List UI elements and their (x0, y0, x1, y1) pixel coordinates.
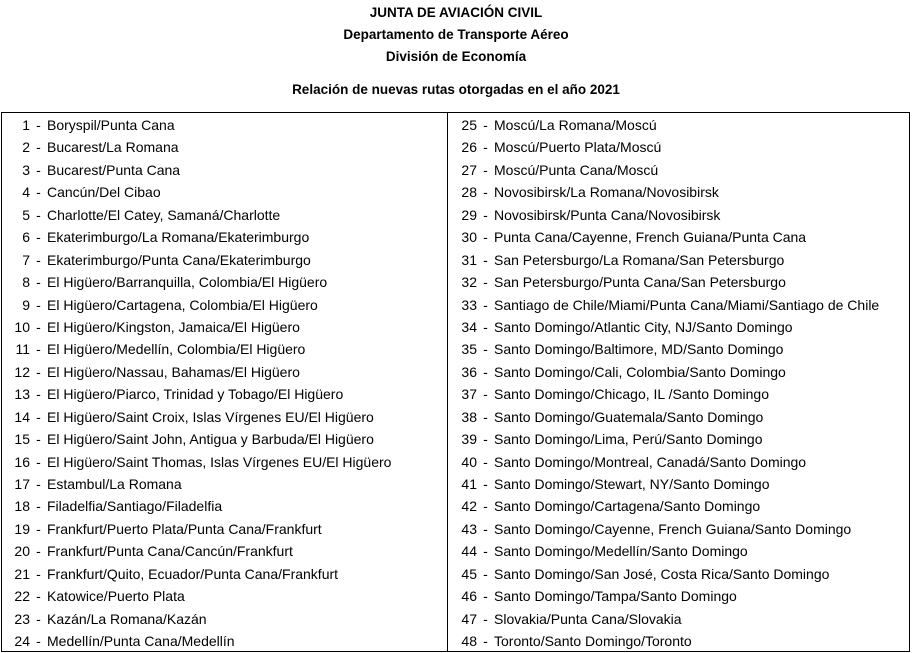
route-number: 30 (461, 229, 477, 246)
route-row (448, 428, 909, 450)
route-number: 21 (14, 565, 30, 582)
route-number: 34 (461, 318, 477, 335)
division-name: División de Economía (385, 49, 527, 64)
route-separator: - (36, 565, 41, 582)
route-row (448, 249, 909, 271)
route-separator: - (483, 543, 488, 560)
route-number: 3 (22, 161, 30, 178)
route-name: Estambul/La Romana (47, 476, 182, 492)
route-row (448, 181, 909, 203)
route-number: 10 (14, 318, 30, 335)
route-name: Boryspil/Punta Cana (47, 117, 175, 133)
route-separator: - (483, 229, 488, 246)
route-row (2, 383, 447, 405)
route-row (448, 361, 909, 383)
route-number: 36 (461, 363, 477, 380)
route-separator: - (483, 139, 488, 156)
route-name: Bucarest/La Romana (47, 139, 179, 156)
route-separator: - (36, 161, 41, 178)
route-name: Novosibirsk/Punta Cana/Novosibirsk (494, 206, 721, 223)
route-name: Moscú/Punta Cana/Moscú (494, 161, 659, 178)
route-separator: - (483, 161, 488, 178)
route-name: Santo Domingo/Cayenne, French Guiana/Santo Domingo (494, 520, 852, 537)
route-name: Santo Domingo/Lima, Perú/Santo Domingo (494, 431, 763, 448)
route-name: Kazán/La Romana/Kazán (47, 610, 207, 627)
route-name: Frankfurt/Quito, Ecuador/Punta Cana/Frankfurt (47, 565, 339, 582)
route-name: Santo Domingo/Cali, Colombia/Santo Domingo (494, 363, 786, 380)
route-separator: - (36, 543, 41, 560)
route-separator: - (483, 363, 488, 380)
route-row (2, 159, 447, 181)
route-separator: - (483, 431, 488, 448)
route-row (448, 540, 909, 562)
route-name: El Higüero/Cartagena, Colombia/El Higüero (47, 296, 318, 313)
route-row (2, 271, 447, 293)
route-row (448, 271, 909, 293)
org-name: JUNTA DE AVIACIÓN CIVIL (369, 5, 543, 20)
route-row (448, 473, 909, 495)
route-row (448, 136, 909, 158)
route-number: 14 (14, 408, 30, 425)
route-name: Katowice/Puerto Plata (47, 588, 185, 605)
route-row (2, 540, 447, 562)
route-number: 17 (14, 476, 30, 492)
route-separator: - (483, 296, 488, 313)
route-number: 2 (22, 139, 30, 156)
route-row (2, 428, 447, 450)
route-row (448, 316, 909, 338)
route-name: Novosibirsk/La Romana/Novosibirsk (494, 184, 719, 201)
route-row (448, 114, 909, 136)
route-name: Santo Domingo/Medellín/Santo Domingo (494, 543, 748, 560)
route-number: 8 (22, 274, 30, 291)
route-separator: - (36, 139, 41, 156)
route-number: 4 (22, 184, 30, 201)
route-separator: - (483, 633, 488, 650)
route-row (2, 451, 447, 473)
route-separator: - (36, 498, 41, 515)
route-number: 5 (22, 206, 30, 223)
routes-column-left (2, 113, 448, 651)
route-separator: - (36, 408, 41, 425)
route-number: 41 (461, 476, 477, 492)
route-separator: - (36, 520, 41, 537)
route-separator: - (483, 386, 488, 403)
route-separator: - (483, 520, 488, 537)
route-name: Santo Domingo/Chicago, IL /Santo Domingo (494, 386, 769, 403)
route-number: 9 (22, 296, 30, 313)
route-name: Santo Domingo/San José, Costa Rica/Santo Domingo (494, 565, 830, 582)
route-row (2, 226, 447, 248)
route-separator: - (483, 610, 488, 627)
route-separator: - (36, 476, 41, 492)
route-number: 16 (14, 453, 30, 470)
route-number: 29 (461, 206, 477, 223)
route-name: Moscú/La Romana/Moscú (494, 117, 657, 133)
route-number: 48 (461, 633, 477, 650)
route-name: Frankfurt/Puerto Plata/Punta Cana/Frankfurt (47, 520, 322, 537)
route-name: Santo Domingo/Atlantic City, NJ/Santo Domingo (494, 318, 793, 335)
route-number: 39 (461, 431, 477, 448)
route-name: Medellín/Punta Cana/Medellín (47, 633, 235, 650)
route-number: 31 (461, 251, 477, 268)
route-name: Ekaterimburgo/Punta Cana/Ekaterimburgo (47, 251, 311, 268)
route-separator: - (483, 408, 488, 425)
route-number: 24 (14, 633, 30, 650)
route-row (448, 159, 909, 181)
route-row (2, 495, 447, 517)
route-name: El Higüero/Saint Thomas, Islas Vírgenes EU/El Higüero (47, 453, 392, 470)
route-name: El Higüero/Kingston, Jamaica/El Higüero (47, 318, 300, 335)
route-number: 45 (461, 565, 477, 582)
route-number: 33 (461, 296, 477, 313)
route-number: 20 (14, 543, 30, 560)
route-separator: - (36, 633, 41, 650)
route-name: Punta Cana/Cayenne, French Guiana/Punta Cana (494, 229, 807, 246)
route-row (2, 563, 447, 585)
route-number: 47 (461, 610, 477, 627)
route-separator: - (483, 274, 488, 291)
route-row (2, 204, 447, 226)
route-number: 35 (461, 341, 477, 358)
route-row (2, 316, 447, 338)
route-name: Slovakia/Punta Cana/Slovakia (494, 610, 682, 627)
route-row (2, 585, 447, 607)
route-separator: - (36, 363, 41, 380)
route-separator: - (483, 498, 488, 515)
route-row (2, 630, 447, 652)
route-separator: - (36, 229, 41, 246)
route-separator: - (36, 117, 41, 133)
route-row (448, 226, 909, 248)
route-separator: - (483, 184, 488, 201)
route-number: 15 (14, 431, 30, 448)
routes-column-right (448, 113, 909, 651)
route-separator: - (36, 318, 41, 335)
routes-table (1, 112, 910, 652)
route-separator: - (36, 588, 41, 605)
route-row (448, 406, 909, 428)
route-number: 27 (461, 161, 477, 178)
route-separator: - (36, 386, 41, 403)
route-separator: - (483, 588, 488, 605)
route-name: Frankfurt/Punta Cana/Cancún/Frankfurt (47, 543, 293, 560)
department-name: Departamento de Transporte Aéreo (343, 27, 569, 42)
route-name: El Higüero/Medellín, Colombia/El Higüero (47, 341, 306, 358)
route-number: 38 (461, 408, 477, 425)
route-number: 44 (461, 543, 477, 560)
route-name: Santo Domingo/Cartagena/Santo Domingo (494, 498, 761, 515)
route-name: Santo Domingo/Guatemala/Santo Domingo (494, 408, 764, 425)
route-separator: - (483, 565, 488, 582)
route-name: Moscú/Puerto Plata/Moscú (494, 139, 662, 156)
route-name: El Higüero/Saint Croix, Islas Vírgenes EU/El Higüero (47, 408, 374, 425)
route-row (2, 406, 447, 428)
route-number: 12 (14, 363, 30, 380)
route-number: 46 (461, 588, 477, 605)
route-number: 37 (461, 386, 477, 403)
route-row (448, 608, 909, 630)
route-separator: - (36, 453, 41, 470)
route-separator: - (36, 274, 41, 291)
route-number: 25 (461, 117, 477, 133)
route-row (2, 338, 447, 360)
route-number: 40 (461, 453, 477, 470)
route-number: 28 (461, 184, 477, 201)
route-row (448, 585, 909, 607)
route-name: Santo Domingo/Stewart, NY/Santo Domingo (494, 476, 770, 492)
route-number: 19 (14, 520, 30, 537)
route-separator: - (483, 476, 488, 492)
route-name: El Higüero/Barranquilla, Colombia/El Higüero (47, 274, 328, 291)
route-separator: - (36, 610, 41, 627)
route-name: Santo Domingo/Tampa/Santo Domingo (494, 588, 737, 605)
route-name: Bucarest/Punta Cana (47, 161, 181, 178)
route-name: El Higüero/Saint John, Antigua y Barbuda/El Higüero (47, 431, 374, 448)
route-row (448, 518, 909, 540)
route-name: El Higüero/Nassau, Bahamas/El Higüero (47, 363, 300, 380)
route-number: 42 (461, 498, 477, 515)
route-row (448, 630, 909, 652)
route-number: 11 (15, 341, 30, 358)
route-number: 22 (14, 588, 30, 605)
route-row (448, 338, 909, 360)
route-name: Santo Domingo/Montreal, Canadá/Santo Domingo (494, 453, 807, 470)
route-row (448, 563, 909, 585)
route-row (2, 181, 447, 203)
route-number: 23 (14, 610, 30, 627)
route-number: 18 (14, 498, 30, 515)
route-separator: - (36, 206, 41, 223)
route-name: Santo Domingo/Baltimore, MD/Santo Domingo (494, 341, 784, 358)
route-name: San Petersburgo/Punta Cana/San Petersburgo (494, 274, 786, 291)
route-row (2, 294, 447, 316)
route-number: 43 (461, 520, 477, 537)
route-number: 26 (461, 139, 477, 156)
route-row (2, 249, 447, 271)
route-separator: - (483, 206, 488, 223)
route-number: 32 (461, 274, 477, 291)
route-separator: - (36, 251, 41, 268)
route-row (2, 518, 447, 540)
document-title: Relación de nuevas rutas otorgadas en el año 2021 (292, 82, 620, 97)
route-name: Santiago de Chile/Miami/Punta Cana/Miami/Santiago de Chile (494, 296, 880, 313)
route-row (2, 136, 447, 158)
route-number: 7 (22, 251, 30, 268)
route-number: 6 (22, 229, 30, 246)
route-row (2, 473, 447, 495)
route-row (2, 361, 447, 383)
route-separator: - (483, 453, 488, 470)
route-row (448, 383, 909, 405)
route-name: Toronto/Santo Domingo/Toronto (494, 633, 692, 650)
route-name: El Higüero/Piarco, Trinidad y Tobago/El Higüero (47, 386, 344, 403)
route-name: Filadelfia/Santiago/Filadelfia (47, 498, 223, 515)
route-name: Charlotte/El Catey, Samaná/Charlotte (47, 206, 281, 223)
route-separator: - (36, 184, 41, 201)
route-number: 1 (22, 117, 30, 133)
route-name: Cancún/Del Cibao (47, 184, 161, 201)
route-row (448, 294, 909, 316)
route-row (2, 608, 447, 630)
route-name: San Petersburgo/La Romana/San Petersburgo (494, 251, 785, 268)
route-separator: - (483, 251, 488, 268)
route-separator: - (36, 431, 41, 448)
route-separator: - (483, 117, 488, 133)
route-row (448, 204, 909, 226)
route-number: 13 (14, 386, 30, 403)
route-row (448, 451, 909, 473)
route-row (2, 114, 447, 136)
route-separator: - (483, 341, 488, 358)
route-separator: - (36, 341, 41, 358)
route-separator: - (483, 318, 488, 335)
route-name: Ekaterimburgo/La Romana/Ekaterimburgo (47, 229, 310, 246)
route-row (448, 495, 909, 517)
route-separator: - (36, 296, 41, 313)
